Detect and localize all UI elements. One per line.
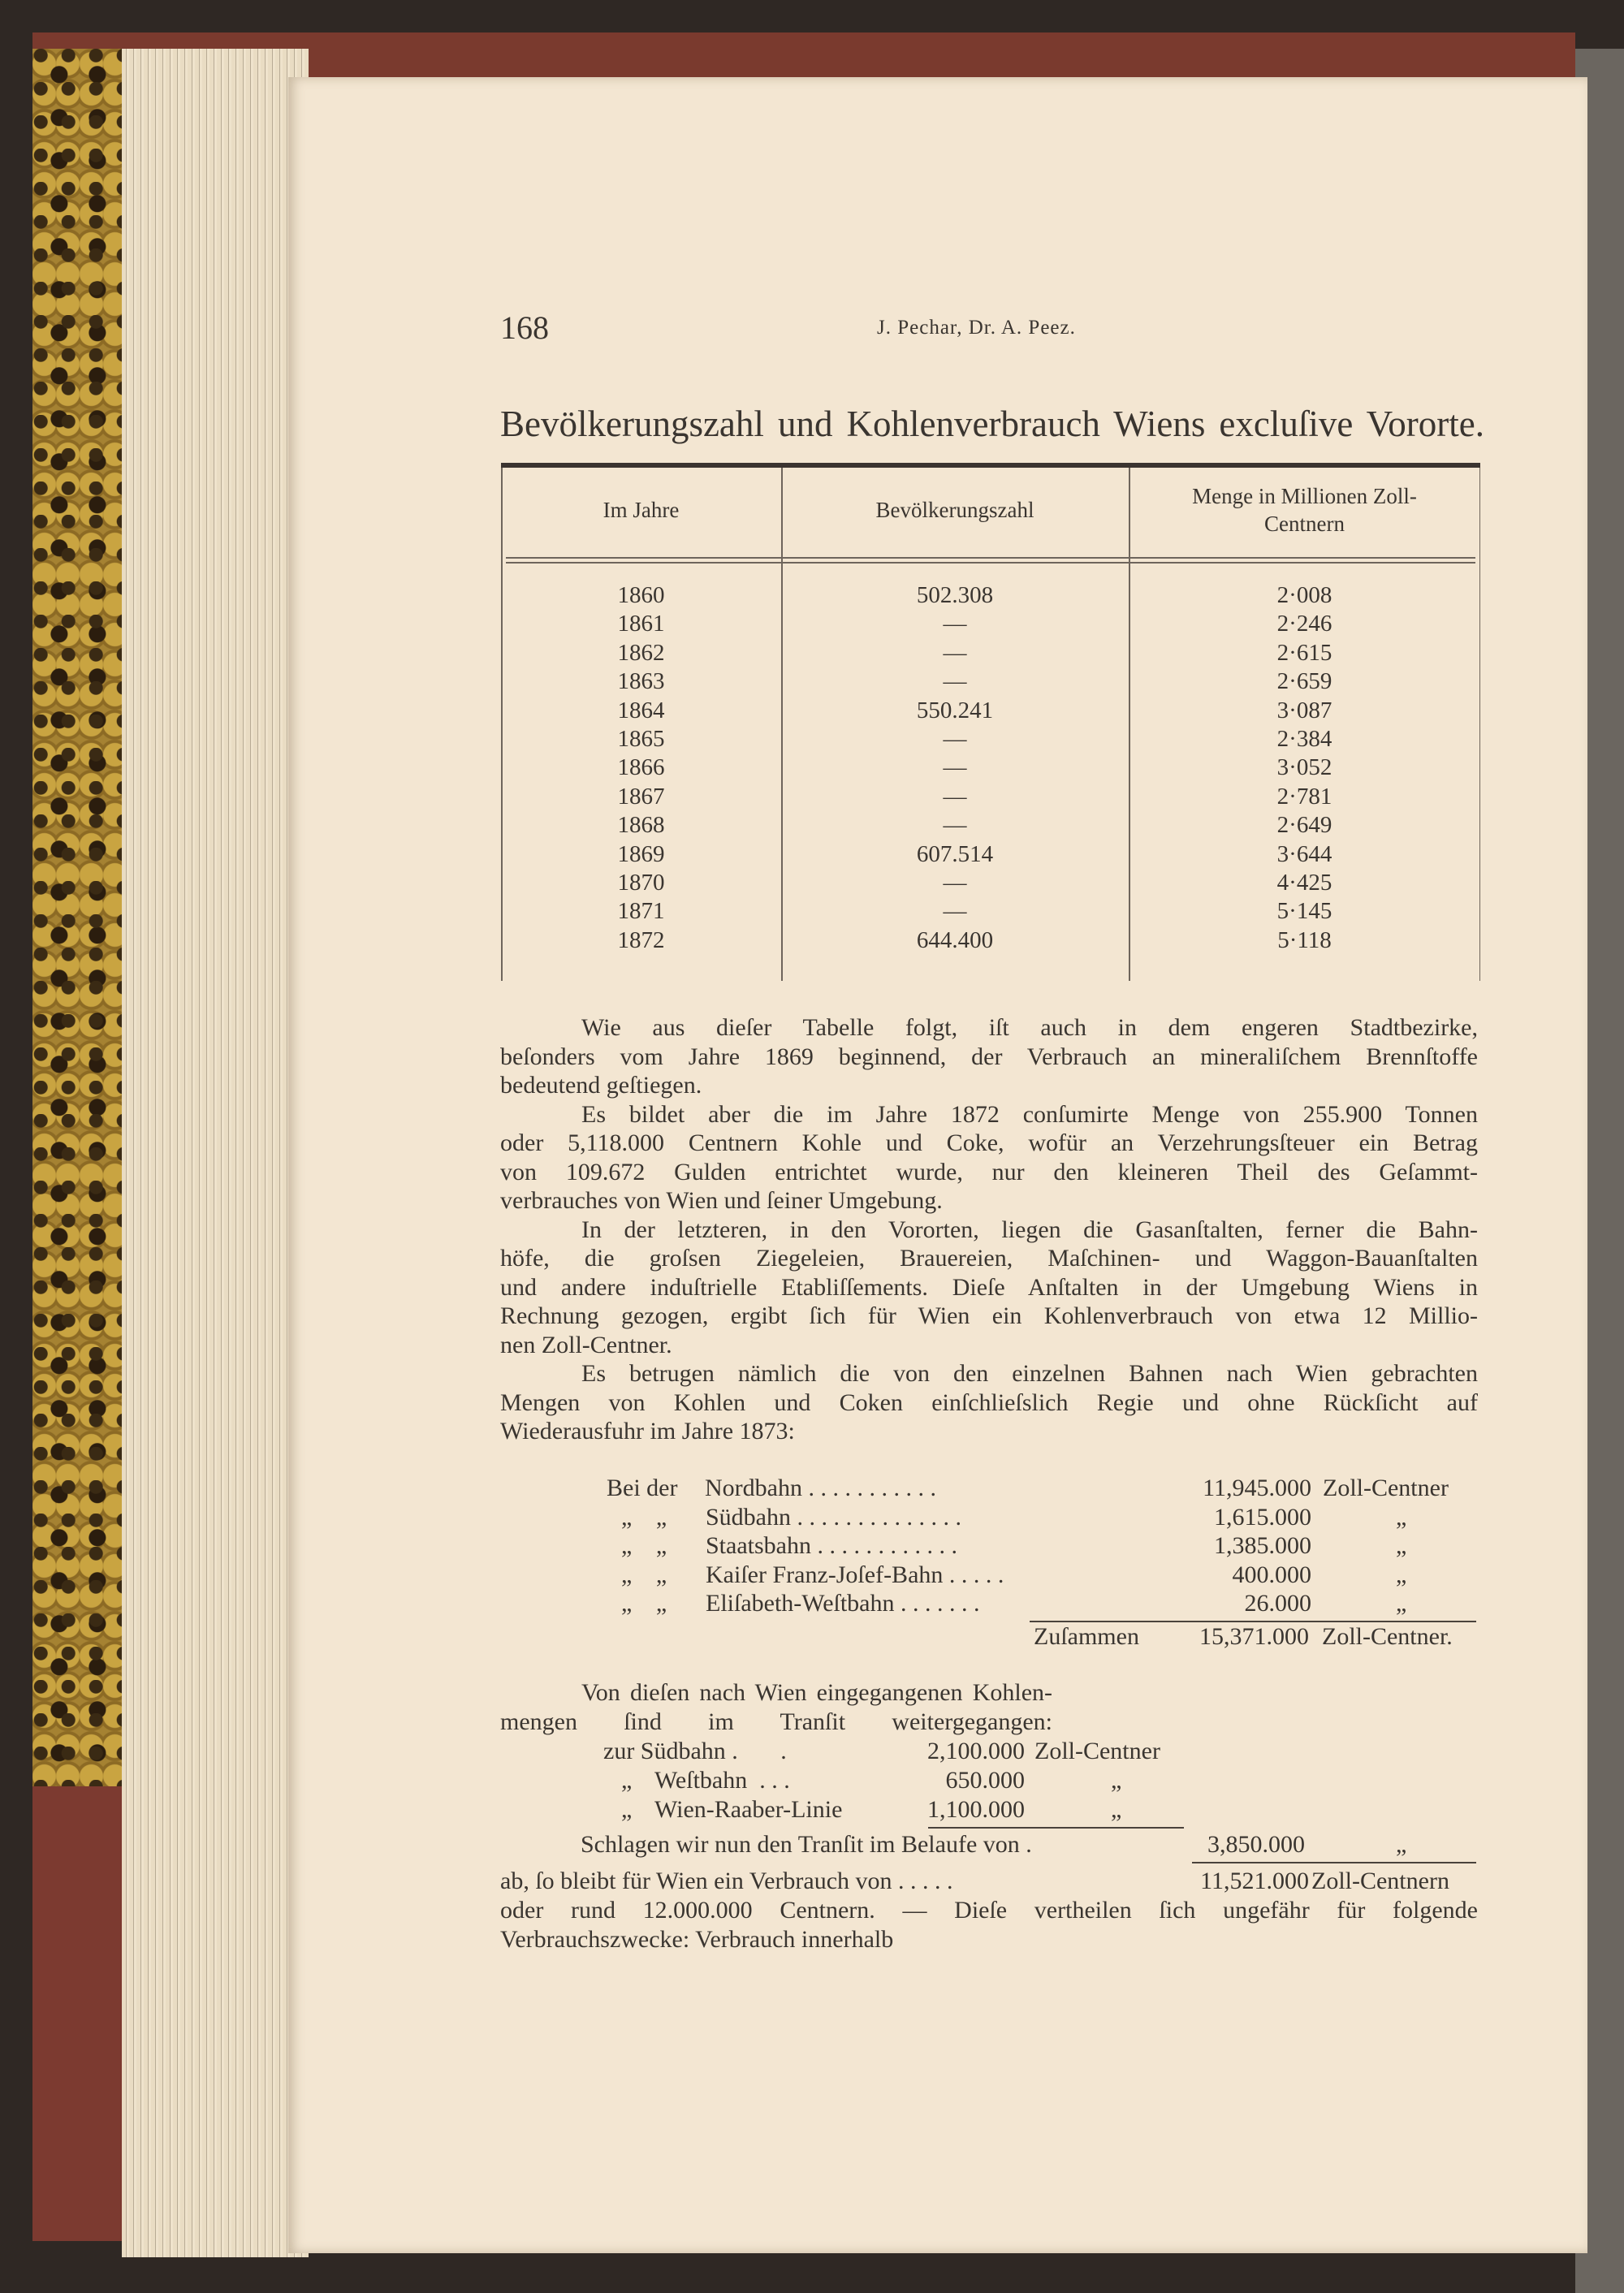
quantity-cell: 3·087	[1276, 697, 1332, 723]
page-edges	[122, 49, 309, 2257]
railway-amount: 1,615.000	[1214, 1503, 1311, 1531]
table-row	[501, 667, 1480, 696]
total-amount: 15,371.000	[1199, 1623, 1309, 1650]
population-cell: —	[943, 726, 967, 752]
text-line: bedeutend geſtiegen.	[500, 1072, 702, 1099]
railway-unit: „	[1396, 1503, 1407, 1531]
railway-name: Eliſabeth-Weſtbahn . . . . . . .	[706, 1590, 980, 1617]
column-header-quantity: Menge in Millionen Zoll-Centnern	[1192, 484, 1417, 536]
year-cell: 1871	[617, 898, 665, 925]
quantity-cell: 3·052	[1276, 754, 1332, 781]
quantity-cell: 2·659	[1276, 668, 1332, 695]
population-cell: —	[943, 668, 967, 695]
population-cell: —	[943, 611, 967, 637]
railway-unit: „	[1396, 1561, 1407, 1588]
quantity-cell: 4·425	[1276, 870, 1332, 896]
remain-text: ab, ſo bleibt für Wien ein Verbrauch von . . . . .	[500, 1868, 953, 1894]
text-line: höfe, die groſsen Ziegeleien, Brauereien, Maſchinen- und Waggon-Bauanſtalten	[500, 1245, 1478, 1272]
table-row	[501, 725, 1480, 754]
column-header-population: Bevölkerungszahl	[875, 498, 1034, 522]
transit-row	[0, 1795, 1624, 1824]
text-line: oder rund 12.000.000 Centnern. — Dieſe vertheilen ſich ungefähr für folgende	[500, 1897, 1478, 1924]
text-line: Mengen von Kohlen und Coken einſchlieſslich Regie und ohne Rückſicht auf	[500, 1388, 1478, 1416]
railway-amount: 11,945.000	[1203, 1475, 1311, 1501]
railway-row	[0, 1531, 1624, 1561]
text-line: verbrauches von Wien und ſeiner Umgebung.	[500, 1187, 943, 1214]
railway-row	[0, 1561, 1624, 1590]
railway-unit: Zoll-Centner	[1323, 1475, 1449, 1501]
year-cell: 1867	[617, 783, 665, 810]
transit-row	[0, 1766, 1624, 1795]
year-cell: 1860	[617, 582, 665, 608]
ditto-marks: „ „	[621, 1561, 667, 1588]
running-head: J. Pechar, Dr. A. Peez.	[877, 317, 1076, 339]
population-coal-table	[501, 463, 1480, 981]
population-cell: 644.400	[916, 926, 994, 953]
column-header-year: Im Jahre	[603, 498, 680, 522]
table-row	[501, 897, 1480, 926]
transit-row	[0, 1737, 1624, 1766]
railway-total-row	[0, 1622, 1624, 1652]
year-cell: 1865	[617, 726, 665, 752]
table-row	[501, 840, 1480, 869]
railway-row	[0, 1589, 1624, 1618]
quantity-cell: 2·246	[1276, 611, 1332, 637]
quantity-cell: 2·008	[1276, 582, 1332, 608]
transit-unit: Zoll-Centner	[1034, 1738, 1160, 1764]
remain-unit: Zoll-Centnern	[1311, 1868, 1449, 1894]
total-label: Zuſammen	[1034, 1623, 1139, 1650]
population-cell: —	[943, 812, 967, 839]
year-cell: 1866	[617, 754, 665, 781]
text-line: beſonders vom Jahre 1869 beginnend, der Verbrauch an mineraliſchem Brennſtoffe	[500, 1043, 1478, 1070]
year-cell: 1869	[617, 840, 665, 867]
header-rule	[506, 562, 1475, 564]
year-cell: 1868	[617, 812, 665, 839]
table-row	[501, 869, 1480, 897]
total-unit: Zoll-Centner.	[1322, 1623, 1453, 1650]
text-line: In der letzteren, in den Vororten, liegen die Gasanſtalten, ferner die Bahn-	[581, 1216, 1478, 1243]
year-cell: 1863	[617, 668, 665, 695]
text-line: Verbrauchszwecke: Verbrauch innerhalb	[500, 1925, 894, 1953]
text-line: nen Zoll-Centner.	[500, 1331, 672, 1358]
year-cell: 1872	[617, 926, 665, 953]
deduct-rule	[1192, 1862, 1476, 1863]
closing-text	[500, 1896, 1478, 1954]
ditto-marks: „ „	[621, 1503, 667, 1531]
transit-amount: 2,100.000	[927, 1738, 1025, 1764]
table-row	[501, 926, 1480, 955]
text-line: mengen ſind im Tranſit weitergegangen:	[500, 1708, 1052, 1735]
ditto-marks: „ „	[621, 1532, 667, 1560]
railway-amount: 400.000	[1232, 1561, 1311, 1588]
population-cell: 550.241	[916, 697, 994, 723]
transit-name: zur Südbahn . .	[603, 1738, 787, 1764]
table-row	[501, 754, 1480, 782]
railway-unit: „	[1396, 1532, 1407, 1560]
remain-row	[0, 1867, 1624, 1896]
railway-name: Südbahn . . . . . . . . . . . . . .	[706, 1503, 961, 1531]
page-number: 168	[500, 309, 549, 346]
table-row	[501, 811, 1480, 840]
text-line: Es betrugen nämlich die von den einzelnen Bahnen nach Wien gebrachten	[581, 1360, 1478, 1387]
population-cell: —	[943, 754, 967, 781]
year-cell: 1870	[617, 870, 665, 896]
ditto-marks: „ „	[621, 1590, 667, 1617]
railway-name: Staatsbahn . . . . . . . . . . . .	[706, 1532, 957, 1560]
railway-row	[0, 1474, 1624, 1503]
railway-amount: 26.000	[1244, 1590, 1311, 1617]
quantity-cell: 2·615	[1276, 639, 1332, 666]
transit-amount: 1,100.000	[927, 1796, 1025, 1823]
transit-rule	[928, 1827, 1184, 1829]
quantity-cell: 2·649	[1276, 812, 1332, 839]
table-row	[501, 610, 1480, 638]
quantity-cell: 3·644	[1276, 840, 1332, 867]
header-rule	[506, 557, 1475, 559]
railway-unit: „	[1396, 1590, 1407, 1617]
ditto-mark: „	[621, 1796, 633, 1823]
transit-unit: „	[1111, 1767, 1122, 1794]
transit-name: Wien-Raaber-Linie	[654, 1796, 843, 1823]
text-line: von 109.672 Gulden entrichtet wurde, nur den kleineren Theil des Geſammt-	[500, 1158, 1478, 1185]
railway-name: Nordbahn . . . . . . . . . . .	[705, 1475, 936, 1501]
year-cell: 1861	[617, 611, 665, 637]
transit-unit: „	[1111, 1796, 1122, 1823]
table-row	[501, 783, 1480, 811]
transit-name: Weſtbahn . . .	[654, 1767, 790, 1794]
deduct-unit: „	[1396, 1831, 1407, 1858]
remain-amount: 11,521.000	[1200, 1868, 1309, 1894]
deduct-amount: 3,850.000	[1207, 1831, 1305, 1858]
population-cell: —	[943, 870, 967, 896]
text-line: und andere induſtrielle Etabliſſements. Dieſe Anſtalten in der Umgebung Wiens in	[500, 1273, 1478, 1301]
year-cell: 1864	[617, 697, 665, 723]
text-line: Von dieſen nach Wien eingegangenen Kohlen-	[581, 1679, 1052, 1706]
year-cell: 1862	[617, 639, 665, 666]
population-cell: —	[943, 639, 967, 666]
text-line: Es bildet aber die im Jahre 1872 conſumirte Menge von 255.900 Tonnen	[581, 1100, 1478, 1128]
text-line: Wiederausfuhr im Jahre 1873:	[500, 1418, 795, 1444]
table-title: Bevölkerungszahl und Kohlenverbrauch Wiens excluſive Vororte.	[500, 404, 1484, 444]
transit-intro	[500, 1678, 1052, 1736]
railway-amount: 1,385.000	[1214, 1532, 1311, 1560]
transit-amount: 650.000	[945, 1767, 1025, 1794]
transit-deduct-row	[0, 1830, 1624, 1859]
table-row	[501, 697, 1480, 725]
text-line: Rechnung gezogen, ergibt ſich für Wien ein Kohlenverbrauch von etwa 12 Millio-	[500, 1302, 1478, 1329]
table-row	[501, 639, 1480, 667]
railway-name: Kaiſer Franz-Joſef-Bahn . . . . .	[706, 1561, 1004, 1588]
railway-row	[0, 1503, 1624, 1532]
body-text	[500, 1013, 1478, 1446]
quantity-cell: 5·145	[1276, 898, 1332, 925]
text-line: Wie aus dieſer Tabelle folgt, iſt auch in dem engeren Stadtbezirke,	[581, 1014, 1478, 1041]
quantity-cell: 2·781	[1276, 783, 1332, 810]
ditto-mark: „	[621, 1767, 633, 1794]
text-line: oder 5,118.000 Centnern Kohle und Coke, wofür an Verzehrungsſteuer ein Betrag	[500, 1129, 1478, 1156]
quantity-cell: 2·384	[1276, 726, 1332, 752]
deduct-text: Schlagen wir nun den Tranſit im Belaufe von .	[581, 1831, 1032, 1858]
table-row	[501, 581, 1480, 610]
quantity-cell: 5·118	[1277, 926, 1332, 953]
population-cell: 502.308	[916, 582, 994, 608]
population-cell: —	[943, 783, 967, 810]
population-cell: —	[943, 898, 967, 925]
population-cell: 607.514	[916, 840, 994, 867]
railway-prefix: Bei der	[607, 1475, 678, 1501]
